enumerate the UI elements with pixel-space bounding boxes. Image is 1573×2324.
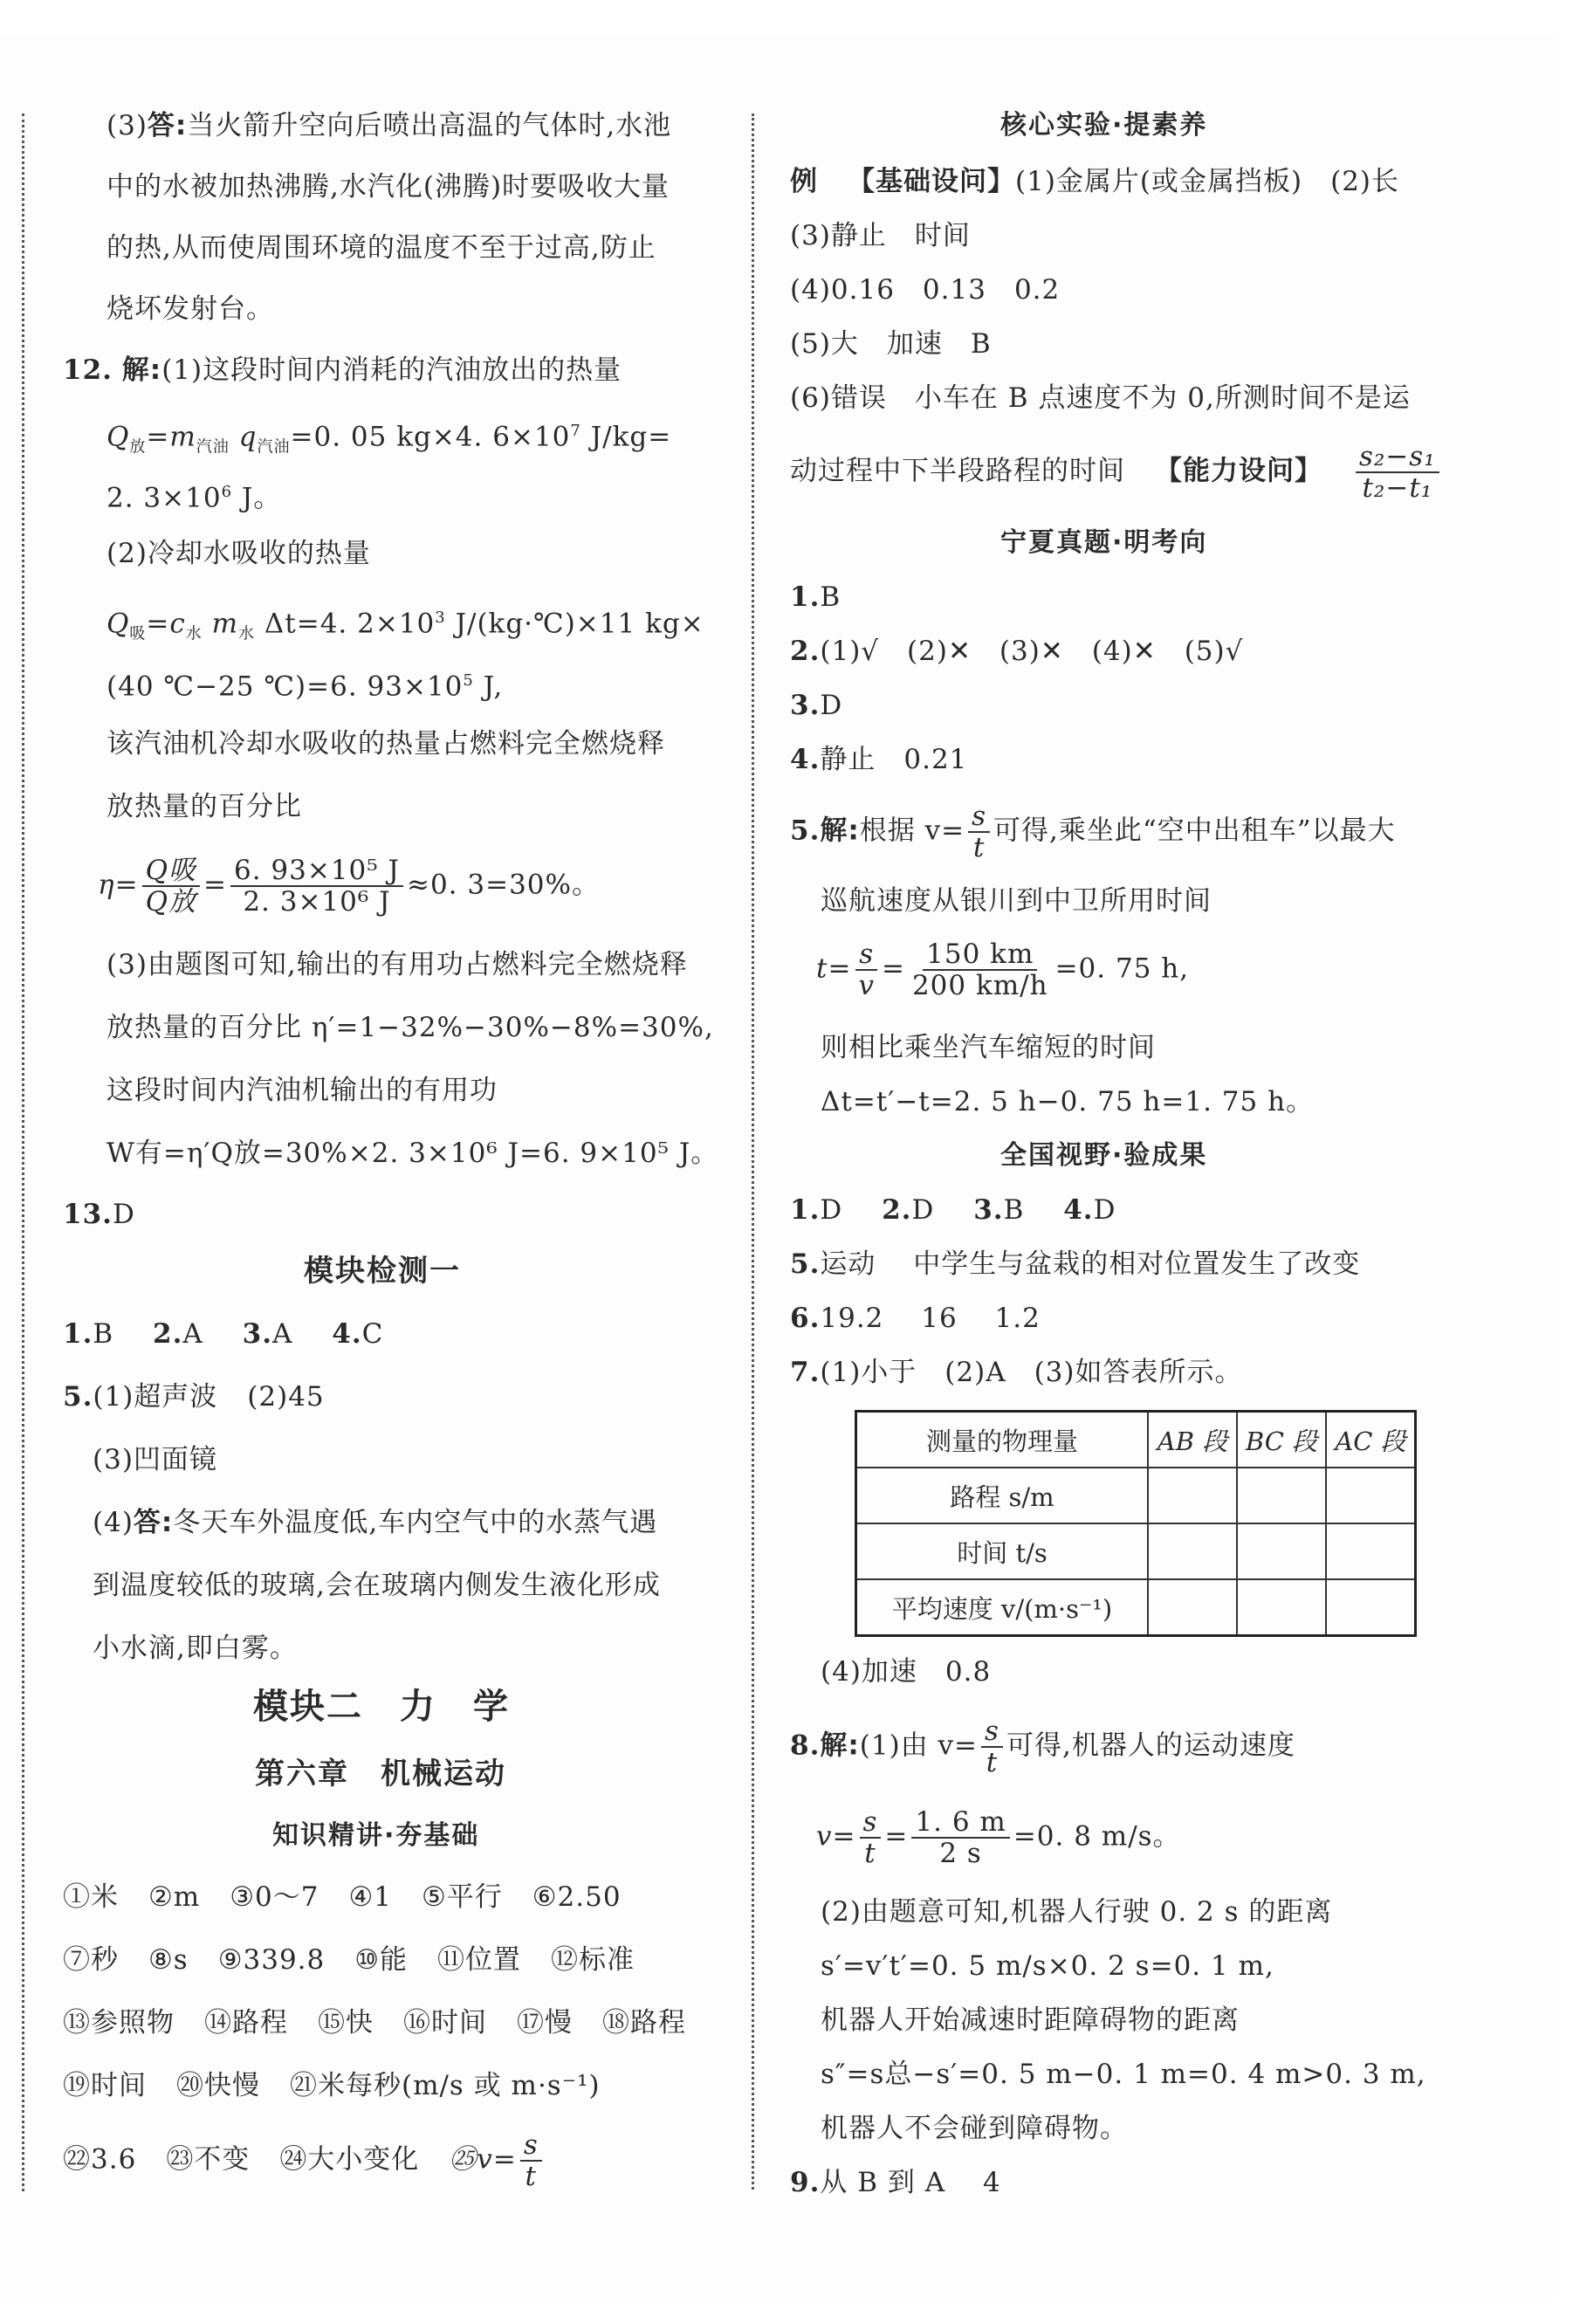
part-label: (3) xyxy=(106,110,148,141)
blank-answer: ①米 xyxy=(63,1881,119,1913)
blank-answer: ⑭路程 xyxy=(204,2007,288,2039)
q12-line: (2)冷却水吸收的热量 xyxy=(106,538,371,569)
table-cell xyxy=(1237,1523,1326,1579)
question-number: 1. xyxy=(63,1318,93,1350)
formula-line xyxy=(106,664,503,704)
math-sub: 水 xyxy=(185,624,203,643)
text: 当火箭升空向后喷出高温的气体时,水池 xyxy=(187,110,672,141)
table-cell xyxy=(1326,1523,1416,1579)
nx-answer xyxy=(790,742,967,777)
nat8-line: 机器人开始减速时距障碍物的距离 xyxy=(821,2004,1240,2036)
numerator: 150 km xyxy=(923,939,1037,971)
question-number: 4. xyxy=(332,1318,362,1350)
numerator: s xyxy=(860,1807,882,1839)
blank-answer: ④1 xyxy=(348,1881,392,1913)
math: J。 xyxy=(232,482,282,514)
table-cell xyxy=(1326,1579,1416,1636)
formula-line xyxy=(106,601,704,652)
text: 动过程中下半段路程的时间 xyxy=(790,455,1125,487)
nat8-line: (2)由题意可知,机器人行驶 0. 2 s 的距离 xyxy=(821,1896,1333,1928)
fraction xyxy=(909,939,1052,1000)
chapter6-title: 第六章 机械运动 xyxy=(255,1757,506,1791)
denominator: t xyxy=(972,832,986,863)
module-test-title: 模块检测一 xyxy=(304,1254,461,1289)
math: Q xyxy=(106,608,130,640)
table-header-row xyxy=(856,1412,1416,1468)
q13-line xyxy=(63,1197,135,1232)
numerator: 6. 93×10⁵ J xyxy=(230,856,403,887)
numerator: s xyxy=(968,801,990,833)
formula-line: W有=η′Q放=30%×2. 3×10⁶ J=6. 9×10⁵ J。 xyxy=(106,1138,719,1169)
answer: B xyxy=(820,581,841,613)
blank-answer: ⑦秒 xyxy=(63,1944,119,1976)
denominator: 200 km/h xyxy=(911,970,1048,1001)
q11-line: 的热,从而使周围环境的温度不至于过高,防止 xyxy=(106,232,656,264)
blank-answer: ㉕v= xyxy=(449,2143,517,2176)
fraction xyxy=(968,801,990,863)
example-line: (4)0.16 0.13 0.2 xyxy=(790,274,1061,306)
question-number: 12. xyxy=(63,354,113,386)
column-divider xyxy=(752,113,754,2190)
blank-answer: ㉒3.6 xyxy=(63,2143,137,2176)
blank-answer: ㉔大小变化 xyxy=(279,2143,420,2176)
part-label: (4) xyxy=(93,1507,134,1538)
answer: 19.2 16 1.2 xyxy=(820,1303,1041,1334)
math-sub: 汽油 xyxy=(257,437,291,457)
q5-line: 小水滴,即白雾。 xyxy=(93,1633,298,1664)
math-sup: 5 xyxy=(463,671,474,690)
nx-answer xyxy=(790,634,1243,669)
q11-line: 烧坏发射台。 xyxy=(106,293,274,325)
q12-line: 该汽油机冷却水吸收的热量占燃料完全燃烧释 xyxy=(106,728,665,760)
nx5-line: 则相比乘坐汽车缩短的时间 xyxy=(821,1032,1156,1063)
table-cell xyxy=(1326,1468,1416,1523)
knowledge-row xyxy=(63,2005,686,2040)
blank-answer: ㉓不变 xyxy=(166,2143,251,2176)
table-cell xyxy=(1148,1579,1237,1636)
table-row xyxy=(856,1523,1416,1579)
nx5-line xyxy=(790,801,1396,863)
table-cell: 时间 t/s xyxy=(856,1523,1149,1579)
nx5-formula xyxy=(816,939,1189,1000)
math-sup: 3 xyxy=(435,609,446,627)
answer: D xyxy=(911,1194,935,1226)
math: t= xyxy=(816,952,852,985)
numerator: s xyxy=(981,1716,1003,1748)
numerator: s xyxy=(520,2130,542,2162)
fraction xyxy=(230,856,403,917)
q5-line xyxy=(93,1505,657,1540)
fraction xyxy=(142,856,200,917)
q12-line xyxy=(63,353,622,388)
math: =0. 05 kg×4. 6×10 xyxy=(290,421,571,453)
answer: A xyxy=(182,1318,203,1350)
q5-line xyxy=(63,1379,325,1414)
denominator: t xyxy=(986,1747,999,1778)
q12-line: 放热量的百分比 η′=1−32%−30%−8%=30%, xyxy=(106,1012,714,1043)
nat9-line xyxy=(790,2165,1001,2200)
math: ≈0. 3=30%。 xyxy=(406,869,600,901)
q12-line: (3)由题图可知,输出的有用功占燃料完全燃烧释 xyxy=(106,949,688,980)
math: =m xyxy=(146,421,196,453)
question-number: 3. xyxy=(790,690,821,721)
math: J/(kg·℃)×11 kg× xyxy=(445,608,704,640)
denominator: t xyxy=(864,1838,876,1869)
knowledge-section-title: 知识精讲·夯基础 xyxy=(272,1820,480,1851)
answer: 从 B 到 A 4 xyxy=(820,2167,1001,2198)
answer: (1)√ (2)✕ (3)✕ (4)✕ (5)√ xyxy=(820,636,1244,667)
solve-tag: 解: xyxy=(820,1729,860,1762)
fraction xyxy=(981,1716,1003,1777)
example-line: (5)大 加速 B xyxy=(790,328,992,360)
answer: A xyxy=(272,1318,293,1350)
math: η= xyxy=(98,869,139,901)
table-cell xyxy=(1237,1579,1326,1636)
answer: D xyxy=(1093,1194,1116,1226)
math-sup: 6 xyxy=(221,483,233,501)
math: J, xyxy=(473,670,504,703)
efficiency-formula xyxy=(98,856,600,917)
text: (1)这段时间内消耗的汽油放出的热量 xyxy=(161,354,622,386)
numerator: 1. 6 m xyxy=(911,1807,1009,1839)
denominator: t xyxy=(525,2161,537,2192)
blank-answer: ⑰慢 xyxy=(517,2007,573,2039)
question-number: 5. xyxy=(790,1248,821,1280)
nat8-line: 机器人不会碰到障碍物。 xyxy=(821,2113,1128,2144)
solve-tag: 解: xyxy=(820,815,860,847)
example-line: (3)静止 时间 xyxy=(790,220,971,251)
denominator: 2 s xyxy=(939,1838,982,1869)
example-line xyxy=(790,442,1443,503)
left-dashed-border xyxy=(22,113,24,2191)
question-number: 5. xyxy=(63,1381,93,1413)
formula-line xyxy=(106,475,281,515)
math: = xyxy=(881,952,905,985)
blank-answer: ⑨339.8 xyxy=(217,1944,326,1976)
answer: (2)45 xyxy=(247,1381,325,1413)
fraction xyxy=(860,1807,882,1868)
answer: B xyxy=(93,1318,114,1350)
math: 2. 3×10 xyxy=(106,482,222,514)
blank-answer: ㉑米每秒(m/s 或 m·s⁻¹) xyxy=(290,2070,601,2101)
table-cell: 路程 s/m xyxy=(856,1468,1149,1523)
math: =0. 8 m/s。 xyxy=(1013,1820,1181,1853)
text: 可得,乘坐此“空中出租车”以最大 xyxy=(993,815,1396,847)
knowledge-row xyxy=(63,2130,546,2191)
q12-line: 这段时间内汽油机输出的有用功 xyxy=(106,1075,498,1106)
question-number: 5. xyxy=(790,815,821,847)
answer: (1)超声波 xyxy=(93,1381,218,1413)
nat7-part4: (4)加速 0.8 xyxy=(821,1656,992,1688)
answer: D xyxy=(820,690,843,721)
question-number: 9. xyxy=(790,2167,821,2198)
math-sub: 放 xyxy=(129,437,147,457)
nat5-line xyxy=(790,1247,1360,1282)
answer: 运动 中学生与盆栽的相对位置发生了改变 xyxy=(820,1248,1361,1280)
question-number: 1. xyxy=(790,581,821,613)
nx-answer xyxy=(790,580,841,615)
numerator: Q吸 xyxy=(142,856,200,887)
denominator: Q放 xyxy=(145,886,196,918)
q5-line: (3)凹面镜 xyxy=(93,1444,217,1475)
math: (40 ℃−25 ℃)=6. 93×10 xyxy=(106,670,464,703)
formula-line xyxy=(106,414,671,465)
table-cell: 平均速度 v/(m·s⁻¹) xyxy=(856,1579,1149,1636)
table-cell xyxy=(1237,1468,1326,1523)
math: m xyxy=(202,608,239,640)
denominator: t₂−t₁ xyxy=(1362,472,1433,504)
blank-answer: ⑤平行 xyxy=(421,1881,503,1913)
text: (1)由 v= xyxy=(859,1729,979,1762)
question-number: 1. xyxy=(790,1194,821,1226)
measurement-table xyxy=(855,1410,1417,1637)
table-header: AB 段 xyxy=(1148,1412,1237,1468)
math: =c xyxy=(146,608,186,640)
answer-tag: 答: xyxy=(147,110,188,141)
question-number: 3. xyxy=(973,1194,1004,1226)
blank-answer: ⑫标准 xyxy=(551,1944,635,1976)
math-sub: 吸 xyxy=(129,624,147,643)
blank-answer: ⑧s xyxy=(148,1944,189,1976)
table-row xyxy=(856,1579,1416,1636)
blank-answer: ⑬参照物 xyxy=(63,2007,175,2039)
answer: C xyxy=(361,1318,384,1350)
example-line xyxy=(790,164,1399,199)
solve-tag: 解: xyxy=(121,354,162,386)
math-sub: 汽油 xyxy=(196,437,230,457)
answer-tag: 答: xyxy=(133,1507,174,1538)
text: 可得,机器人的运动速度 xyxy=(1006,1729,1295,1762)
table-header: 测量的物理量 xyxy=(856,1412,1149,1468)
fraction xyxy=(911,1807,1009,1868)
blank-answer: ⑪位置 xyxy=(437,1944,522,1976)
table-cell xyxy=(1148,1523,1237,1579)
national-section-title: 全国视野·验成果 xyxy=(1000,1140,1208,1171)
fraction xyxy=(520,2130,542,2191)
example-label: 例 xyxy=(790,166,818,197)
math: v= xyxy=(816,1820,856,1853)
denominator: 2. 3×10⁶ J xyxy=(243,886,391,918)
table-cell xyxy=(1148,1468,1237,1523)
text: 冬天车外温度低,车内空气中的水蒸气遇 xyxy=(173,1507,658,1538)
mc-answers xyxy=(63,1317,383,1351)
math: J/kg= xyxy=(580,421,672,453)
blank-answer: ⑮快 xyxy=(318,2007,374,2039)
q12-line: 放热量的百分比 xyxy=(106,791,302,822)
blank-answer: ⑩能 xyxy=(354,1944,409,1976)
math: = xyxy=(884,1820,909,1853)
question-number: 2. xyxy=(790,636,821,667)
math: q xyxy=(229,421,258,453)
experiment-section-title: 核心实验·提素养 xyxy=(1000,110,1208,141)
question-number: 2. xyxy=(153,1318,183,1350)
math: = xyxy=(203,869,227,901)
nx5-line: Δt=t′−t=2. 5 h−0. 75 h=1. 75 h。 xyxy=(821,1086,1315,1117)
question-number: 7. xyxy=(790,1357,821,1388)
numerator: s xyxy=(855,939,877,971)
blank-answer: ⑳快慢 xyxy=(176,2070,260,2101)
q5-line: 到温度较低的玻璃,会在玻璃内侧发生液化形成 xyxy=(93,1570,661,1601)
answer: D xyxy=(112,1199,135,1230)
nx5-line: 巡航速度从银川到中卫所用时间 xyxy=(821,885,1212,917)
math-sub: 水 xyxy=(238,624,256,643)
table-header: AC 段 xyxy=(1326,1412,1416,1468)
nat8-formula xyxy=(816,1807,1181,1868)
basic-question-tag: 【基础设问】 xyxy=(848,166,1015,197)
text: 根据 v= xyxy=(859,815,965,847)
ningxia-section-title: 宁夏真题·明考向 xyxy=(1000,527,1208,558)
blank-answer: ②m xyxy=(148,1881,201,1913)
math: =0. 75 h, xyxy=(1054,952,1190,985)
blank-answer: ③0～7 xyxy=(230,1881,319,1913)
q11-line: 中的水被加热沸腾,水汽化(沸腾)时要吸收大量 xyxy=(106,171,670,203)
numerator: s₂−s₁ xyxy=(1356,442,1439,473)
nat-mc-answers xyxy=(790,1193,1116,1227)
fraction xyxy=(855,939,878,1000)
nat8-line xyxy=(790,1716,1295,1777)
nat6-line xyxy=(790,1301,1041,1336)
ability-question-tag: 【能力设问】 xyxy=(1155,455,1322,487)
question-number: 8. xyxy=(790,1729,821,1762)
blank-answer: ⑱路程 xyxy=(602,2007,686,2039)
text: (1)金属片(或金属挡板) (2)长 xyxy=(1015,166,1400,197)
blank-answer: ⑯时间 xyxy=(403,2007,487,2039)
table-header: BC 段 xyxy=(1237,1412,1326,1468)
example-line: (6)错误 小车在 B 点速度不为 0,所测时间不是运 xyxy=(790,382,1411,414)
blank-answer: ⑲时间 xyxy=(63,2070,147,2101)
knowledge-row xyxy=(63,2068,601,2103)
question-number: 4. xyxy=(790,744,821,775)
module2-title: 模块二 力 学 xyxy=(253,1687,510,1727)
question-number: 6. xyxy=(790,1303,821,1334)
nat7-line xyxy=(790,1355,1243,1390)
question-number: 4. xyxy=(1063,1194,1094,1226)
blank-answer: ⑥2.50 xyxy=(532,1881,622,1913)
nx-answer xyxy=(790,688,842,723)
nat8-line: s′=v′t′=0. 5 m/s×0. 2 s=0. 1 m, xyxy=(821,1950,1274,1982)
answer: D xyxy=(820,1194,843,1226)
question-number: 3. xyxy=(242,1318,273,1350)
knowledge-row xyxy=(63,1942,635,1977)
answer: 静止 0.21 xyxy=(820,744,968,775)
nat8-line: s″=s总−s′=0. 5 m−0. 1 m=0. 4 m>0. 3 m, xyxy=(821,2059,1426,2090)
knowledge-row xyxy=(63,1880,622,1915)
fraction xyxy=(1356,442,1439,503)
math: Δt=4. 2×10 xyxy=(255,608,436,640)
answer: B xyxy=(1003,1194,1025,1226)
answer: (1)小于 (2)A (3)如答表所示。 xyxy=(820,1357,1243,1388)
denominator: v xyxy=(858,970,875,1001)
q11-part3-line xyxy=(106,108,671,143)
table-row xyxy=(856,1468,1416,1523)
math: Q xyxy=(106,421,130,453)
math-sup: 7 xyxy=(570,422,581,440)
question-number: 13. xyxy=(63,1199,113,1230)
question-number: 2. xyxy=(882,1194,912,1226)
